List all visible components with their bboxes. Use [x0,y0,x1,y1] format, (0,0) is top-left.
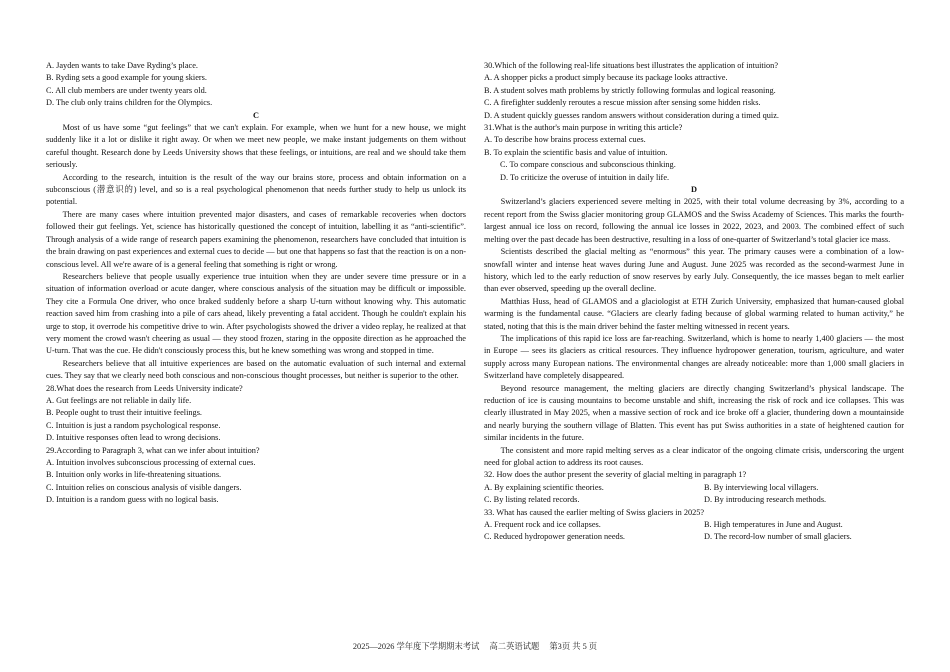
option-row [484,531,904,543]
option-row [484,482,904,494]
option-line: B. Intuition only works in life-threatening situations. [46,470,222,480]
option-d: D. The record-low number of small glaciers. [704,532,852,542]
passage-paragraph: The implications of this rapid ice loss are far-reaching. Switzerland, which is home to nearly 1,400 glaciers — the most in Europe — sees its glaciers as critical resources. They influence hydropower generation, tourism, agriculture, and water supply across many European nations. The environmental changes are already noticeable: more than 1,000 small glaciers in Switzerland have completely disappeared. [484,333,904,381]
option-c: C. By listing related records. [484,495,580,505]
page-footer [0,640,950,652]
option-line: A. A shopper picks a product simply because its package looks attractive. [484,73,728,83]
option-line: B. To explain the scientific basis and value of intuition. [484,147,668,157]
passage-paragraph: Researchers believe that people usually experience true intuition when they are under severe time pressure or in a situation of information overload or acute danger, where conscious analysis of the situation may be difficult or impossible. They cite a Formula One driver, who once braked suddenly before a sharp U-turn without knowing why. This automatic reaction saved him from crashing into a pile of cars ahead, likely preventing a fatal accident. Though he couldn't explain his urge to stop, it overrode his competitive drive to win. After psychologists showed the driver a video replay, he realized at that very moment the crowd wasn't cheering as usual — they stood frozen, staring in the opposite direction as he approached the U-turn. That was the cue. He didn't consciously process this, but he knew something was wrong and stopped in time. [46,271,466,356]
passage-paragraph: Researchers believe that all intuitive experiences are based on the automatic evaluation of such internal and external cues. They say that we clearly need both conscious and non-conscious thought processes, but neither is superior to the other. [46,358,466,381]
passage-paragraph: Most of us have some “gut feelings” that we can't explain. For example, when we hunt for a new house, we might suddenly like it a lot or dislike it right away. Or when we meet new people, we make instant judgements on them without careful thought. Research done by Leeds University shows that these feelings, or intuitions, are real and we should take them seriously. [46,123,466,170]
question-31: 31.What is the author's main purpose in writing this article? [484,123,683,133]
passage-paragraph: Switzerland’s glaciers experienced severe melting in 2025, with their total volume decreasing by 3%, according to a recent report from the Swiss glacier monitoring group GLAMOS and the Swiss Academy of Sciences. This marks the fourth-largest annual ice loss on record, following the annual ice losses in 2022, 2023, and 2003. The combined effect of such melting over the past decade has been destructive, resulting in a loss of one-quarter of Switzerland’s total glacier ice mass. [484,197,904,244]
question-28: 28.What does the research from Leeds University indicate? [46,383,243,393]
page-number: 第3页 共 5 页 [549,642,598,651]
passage-paragraph: There are many cases where intuition prevented major disasters, and cases of remarkable recoveries when doctors followed their gut feelings. Yet, science has historically questioned the concept of intuition, labelling it as “anti-scientific”. Through analysis of a wide range of research papers examining the phenomenon, researchers have concluded that intuition is the brain drawing on past experiences and external cues to decide — but one that happens so fast that the reaction is on a non-conscious level. All we're aware of is a general feeling that something is right or wrong. [46,209,466,269]
option-line: A. Gut feelings are not reliable in daily life. [46,395,192,405]
question-33: 33. What has caused the earlier melting of Swiss glaciers in 2025? [484,507,705,517]
passage-c-label: C [253,110,259,120]
option-line: B. Ryding sets a good example for young skiers. [46,73,207,83]
option-line: C. Intuition is just a random psychological response. [46,420,221,430]
passage-paragraph: Scientists described the glacial melting as “enormous” this year. The primary causes were a combination of a low-snowfall winter and intense heat waves during June and August. June 2025 was recorded as the second-warmest June in history, which led to the early reduction of snow reserves by early July. Consequently, the ice masses began to melt earlier than ever observed, speeding up the overall decline. [484,247,904,294]
option-a: A. Frequent rock and ice collapses. [484,520,601,530]
option-line: B. A student solves math problems by strictly following formulas and logical reasoning. [484,85,776,95]
option-b: B. By interviewing local villagers. [704,482,819,492]
option-line: D. To criticize the overuse of intuition in daily life. [500,172,670,182]
question-30: 30.Which of the following real-life situations best illustrates the application of intuition? [484,61,779,70]
option-d: D. By introducing research methods. [704,495,827,505]
passage-d-label: D [691,185,697,195]
option-b: B. High temperatures in June and August. [704,520,843,530]
option-line: D. The club only trains children for the Olympics. [46,98,213,108]
left-column [46,60,466,507]
option-line: D. A student quickly guesses random answers without consideration during a timed quiz. [484,110,779,120]
option-row [484,494,904,506]
option-line: D. Intuition is a random guess with no logical basis. [46,495,219,505]
option-line: C. All club members are under twenty years old. [46,85,207,95]
option-line: A. Intuition involves subconscious processing of external cues. [46,458,256,467]
option-row [484,519,904,531]
option-line: B. People ought to trust their intuitive feelings. [46,408,203,418]
option-line: C. Intuition relies on conscious analysis of visible dangers. [46,482,242,492]
passage-paragraph: The consistent and more rapid melting serves as a clear indicator of the ongoing climate crisis, underscoring the urgent need for global action to address its root causes. [484,445,904,467]
question-32: 32. How does the author present the severity of glacial melting in paragraph 1? [484,470,747,480]
exam-title: 2025—2026 学年度下学期期末考试 [352,642,480,651]
option-c: C. Reduced hydropower generation needs. [484,532,626,542]
right-column [484,60,904,544]
option-line: C. A firefighter suddenly reroutes a rescue mission after sensing some hidden risks. [484,98,761,108]
passage-paragraph: Matthias Huss, head of GLAMOS and a glaciologist at ETH Zurich University, emphasized that human-caused global warming is the fundamental cause. “Glaciers are clearly fading because of global warming related to human activity,” he stated, noting that this is the main driver behind the faster melting witnessed in recent years. [484,296,904,331]
passage-paragraph: Beyond resource management, the melting glaciers are directly changing Switzerland’s physical landscape. The reduction of ice is causing mountains to become unstable and shift, increasing the risk of rock and ice collapses. This was clearly illustrated in May 2025, when a massive section of rock and ice broke off a glacier, thundering down a mountainside and nearly burying the southern village of Blatten. This event has put Swiss authorities in a state of heightened caution for similar incidents in the future. [484,383,904,443]
option-line: D. Intuitive responses often lead to wrong decisions. [46,433,221,443]
subject-title: 高二英语试题 [489,642,540,651]
option-a: A. By explaining scientific theories. [484,482,604,492]
option-line: C. To compare conscious and subconscious thinking. [500,160,676,170]
passage-paragraph: According to the research, intuition is the result of the way our brains store, process and obtain information on a subconscious (潜意识的) level, and so is a real psychological phenomenon that needs further study to help us unlock its potential. [46,172,466,207]
question-29: 29.According to Paragraph 3, what can we infer about intuition? [46,445,260,455]
option-line: A. To describe how brains process external cues. [484,135,646,145]
option-line: A. Jayden wants to take Dave Ryding’s place. [46,61,198,70]
